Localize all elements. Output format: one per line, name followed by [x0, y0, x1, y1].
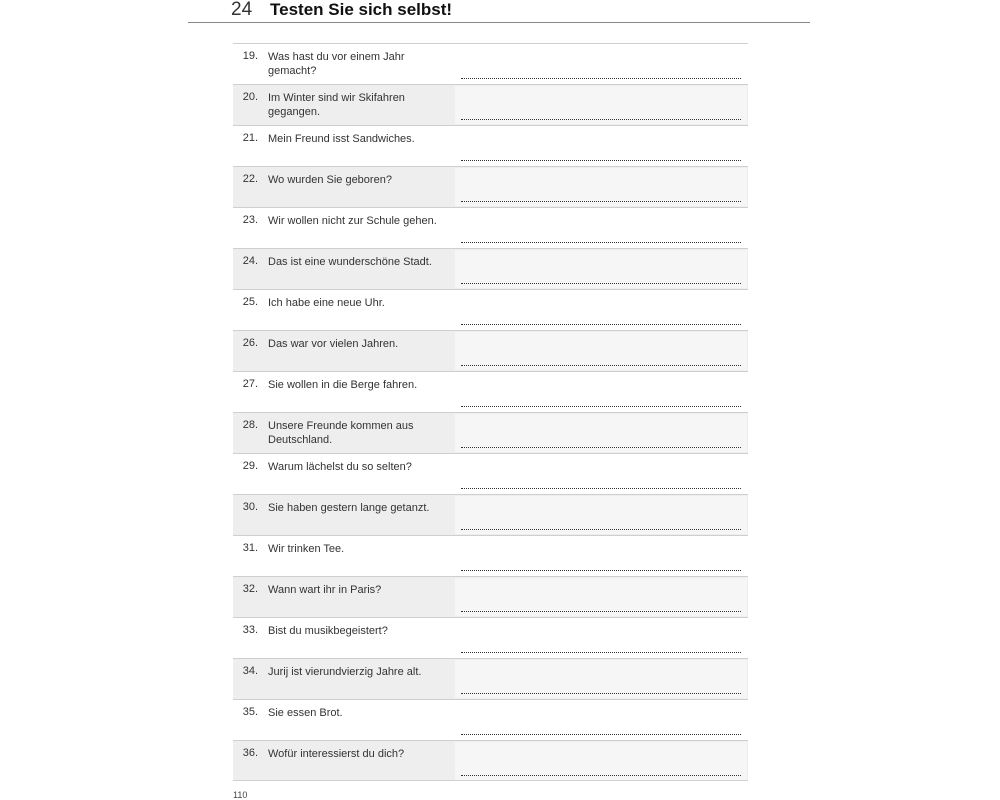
dotted-answer-line	[461, 692, 741, 694]
answer-field[interactable]	[455, 660, 747, 698]
exercise-number: 23.	[242, 214, 258, 226]
exercise-row	[233, 125, 748, 166]
exercise-sentence: Wo wurden Sie geboren?	[268, 174, 392, 186]
dotted-answer-line	[461, 651, 741, 653]
exercise-number: 35.	[242, 706, 258, 718]
dotted-answer-line	[461, 733, 741, 735]
exercise-sentence: Wir trinken Tee.	[268, 543, 345, 555]
exercise-sentence: Sie haben gestern lange getanzt.	[268, 502, 430, 514]
exercise-row	[233, 453, 748, 494]
answer-field[interactable]	[455, 496, 747, 534]
answer-field[interactable]	[455, 373, 747, 411]
answer-field[interactable]	[455, 537, 747, 575]
exercise-sentence: Im Winter sind wir Skifahren gegangen.	[268, 92, 405, 118]
exercise-sentence: Wann wart ihr in Paris?	[268, 584, 382, 596]
exercise-sentence: Wir wollen nicht zur Schule gehen.	[268, 215, 437, 227]
dotted-answer-line	[461, 200, 741, 202]
dotted-answer-line	[461, 446, 741, 448]
exercise-row	[233, 84, 748, 125]
exercise-sentence: Was hast du vor einem Jahr gemacht?	[268, 51, 405, 77]
answer-field[interactable]	[455, 127, 747, 165]
answer-field[interactable]	[455, 742, 747, 780]
answer-field[interactable]	[455, 168, 747, 206]
dotted-answer-line	[461, 241, 741, 243]
answer-field[interactable]	[455, 291, 747, 329]
exercise-number: 30.	[242, 501, 258, 513]
exercise-sentence: Ich habe eine neue Uhr.	[268, 297, 385, 309]
exercise-row	[233, 207, 748, 248]
exercise-number: 27.	[242, 378, 258, 390]
answer-field[interactable]	[455, 414, 747, 452]
exercise-row	[233, 740, 748, 781]
exercise-number: 33.	[242, 624, 258, 636]
exercise-row	[233, 617, 748, 658]
answer-field[interactable]	[455, 209, 747, 247]
exercise-sentence: Das war vor vielen Jahren.	[268, 338, 399, 350]
exercise-sentence: Unsere Freunde kommen aus Deutschland.	[268, 420, 414, 446]
exercise-sentence: Jurij ist vierundvierzig Jahre alt.	[268, 666, 422, 678]
exercise-number: 21.	[242, 132, 258, 144]
answer-field[interactable]	[455, 619, 747, 657]
dotted-answer-line	[461, 774, 741, 776]
dotted-answer-line	[461, 364, 741, 366]
exercise-row	[233, 43, 748, 84]
exercise-number: 25.	[242, 296, 258, 308]
dotted-answer-line	[461, 487, 741, 489]
exercise-number: 31.	[242, 542, 258, 554]
answer-field[interactable]	[455, 45, 747, 83]
exercise-row	[233, 412, 748, 453]
exercise-row	[233, 494, 748, 535]
chapter-title: Testen Sie sich selbst!	[270, 0, 453, 19]
exercise-number: 29.	[242, 460, 258, 472]
exercise-sentence: Wofür interessierst du dich?	[268, 748, 405, 760]
exercise-number: 28.	[242, 419, 258, 431]
dotted-answer-line	[461, 323, 741, 325]
exercise-sentence: Mein Freund isst Sandwiches.	[268, 133, 415, 145]
exercise-number: 24.	[242, 255, 258, 267]
dotted-answer-line	[461, 528, 741, 530]
exercise-number: 36.	[242, 747, 258, 759]
chapter-number: 24	[231, 0, 253, 20]
answer-field[interactable]	[455, 701, 747, 739]
chapter-header	[188, 0, 810, 23]
exercise-row	[233, 658, 748, 699]
exercise-row	[233, 535, 748, 576]
answer-field[interactable]	[455, 332, 747, 370]
dotted-answer-line	[461, 159, 741, 161]
exercise-number: 22.	[242, 173, 258, 185]
exercise-row	[233, 699, 748, 740]
dotted-answer-line	[461, 282, 741, 284]
exercise-number: 26.	[242, 337, 258, 349]
exercise-sentence: Sie wollen in die Berge fahren.	[268, 379, 418, 391]
exercise-sentence: Warum lächelst du so selten?	[268, 461, 412, 473]
page-number: 110	[233, 790, 248, 800]
exercise-row	[233, 371, 748, 412]
exercise-table	[233, 43, 748, 781]
answer-field[interactable]	[455, 250, 747, 288]
exercise-row	[233, 330, 748, 371]
exercise-number: 32.	[242, 583, 258, 595]
dotted-answer-line	[461, 610, 741, 612]
exercise-number: 20.	[242, 91, 258, 103]
dotted-answer-line	[461, 77, 741, 79]
dotted-answer-line	[461, 569, 741, 571]
exercise-number: 19.	[242, 50, 258, 62]
answer-field[interactable]	[455, 86, 747, 124]
dotted-answer-line	[461, 405, 741, 407]
dotted-answer-line	[461, 118, 741, 120]
exercise-row	[233, 248, 748, 289]
exercise-sentence: Sie essen Brot.	[268, 707, 343, 719]
answer-field[interactable]	[455, 455, 747, 493]
exercise-sentence: Das ist eine wunderschöne Stadt.	[268, 256, 432, 268]
exercise-sentence: Bist du musikbegeistert?	[268, 625, 388, 637]
answer-field[interactable]	[455, 578, 747, 616]
exercise-number: 34.	[242, 665, 258, 677]
exercise-row	[233, 576, 748, 617]
exercise-row	[233, 289, 748, 330]
exercise-row	[233, 166, 748, 207]
